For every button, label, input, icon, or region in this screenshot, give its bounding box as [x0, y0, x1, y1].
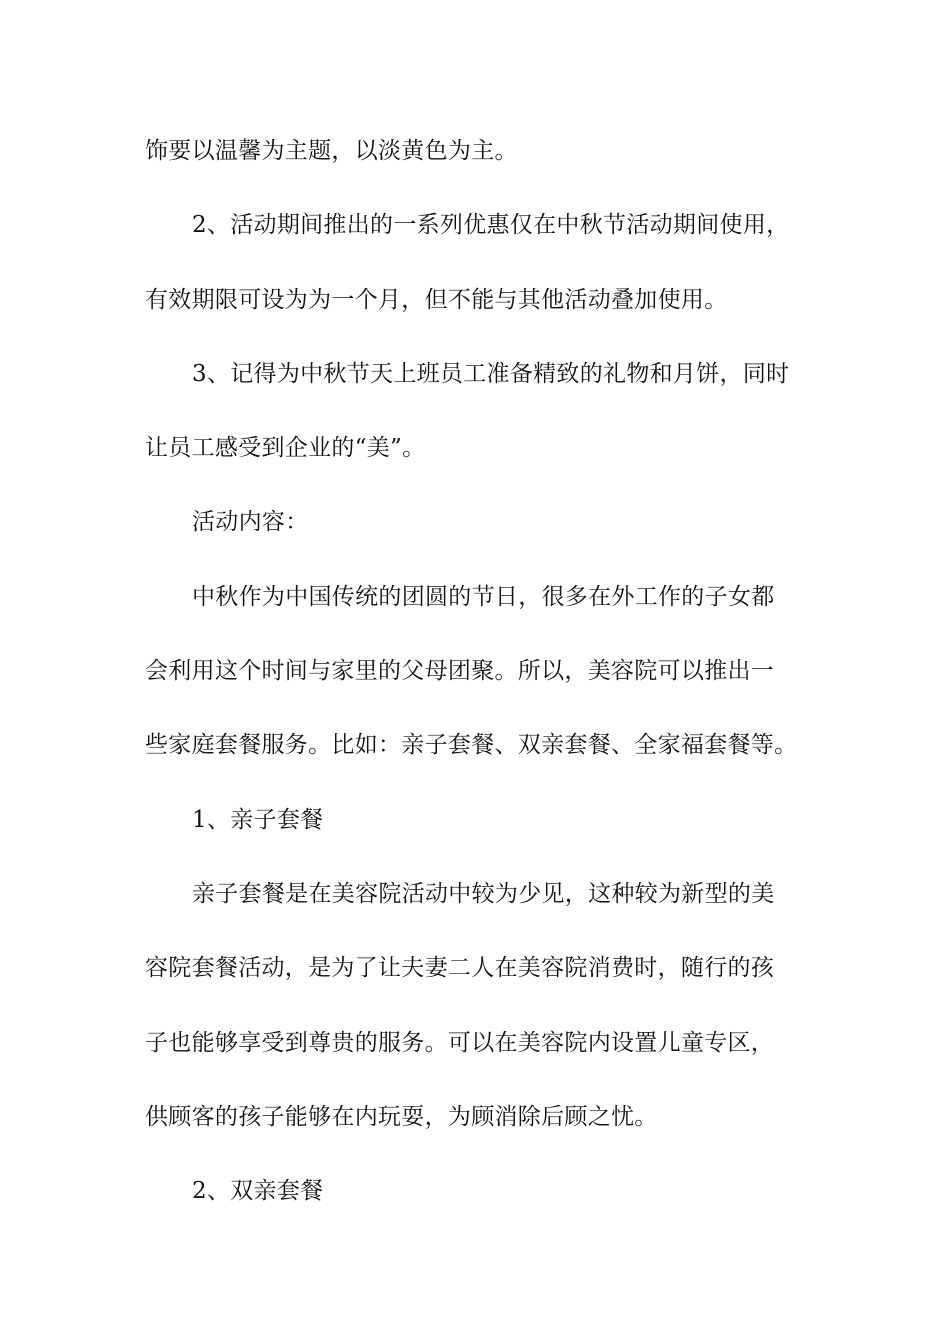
- text-line: 供顾客的孩子能够在内玩耍，为顾消除后顾之忧。: [145, 1103, 658, 1130]
- text-line: 亲子套餐是在美容院活动中较为少见，这种较为新型的美: [192, 880, 775, 907]
- text-line: 3、记得为中秋节天上班员工准备精致的礼物和月饼，同时: [192, 360, 790, 387]
- text-line: 让员工感受到企业的“美”。: [145, 435, 426, 462]
- text-line: 些家庭套餐服务。比如：亲子套餐、双亲套餐、全家福套餐等。: [145, 732, 798, 759]
- text-line: 子也能够享受到尊贵的服务。可以在美容院内设置儿童专区，: [145, 1029, 775, 1056]
- text-line: 有效期限可设为为一个月，但不能与其他活动叠加使用。: [145, 286, 728, 313]
- subsection-heading: 2、双亲套餐: [192, 1178, 324, 1205]
- subsection-heading: 1、亲子套餐: [192, 806, 324, 833]
- text-line: 2、活动期间推出的一系列优惠仅在中秋节活动期间使用，: [192, 212, 790, 239]
- document-body: [145, 126, 810, 1240]
- text-line: 容院套餐活动，是为了让夫妻二人在美容院消费时，随行的孩: [145, 955, 775, 982]
- text-line: 饰要以温馨为主题，以淡黄色为主。: [145, 138, 518, 164]
- section-heading: 活动内容：: [192, 509, 309, 536]
- text-line: 会利用这个时间与家里的父母团聚。所以，美容院可以推出一: [145, 658, 775, 685]
- text-line: 中秋作为中国传统的团圆的节日，很多在外工作的子女都: [192, 583, 775, 610]
